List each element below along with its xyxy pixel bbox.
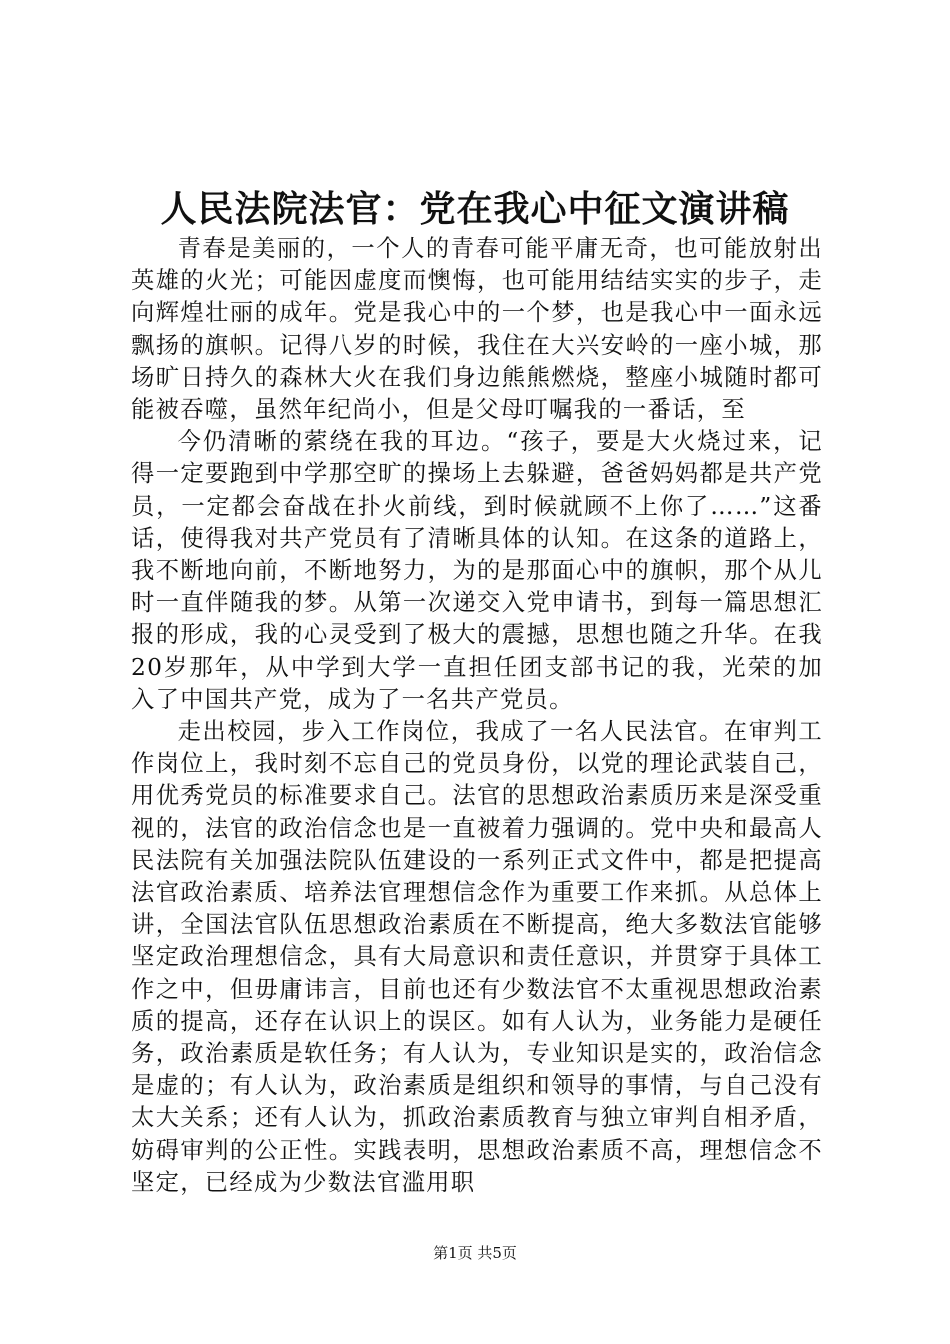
document-title: 人民法院法官：党在我心中征文演讲稿 bbox=[160, 188, 790, 230]
paragraph-1: 青春是美丽的，一个人的青春可能平庸无奇，也可能放射出英雄的火光；可能因虚度而懊悔，也可能用结结实实的步子，走向辉煌壮丽的成年。党是我心中的一个梦，也是我心中一面永远飘扬的旗帜。记得八岁的时候，我住在大兴安岭的一座小城，那场旷日持久的森林大火在我们身边熊熊燃烧，整座小城随时都可能被吞噬，虽然年纪尚小，但是父母叮嘱我的一番话，至 bbox=[131, 235, 823, 424]
paragraph-3: 走出校园，步入工作岗位，我成了一名人民法官。在审判工作岗位上，我时刻不忘自己的党员身份，以党的理论武装自己，用优秀党员的标准要求自己。法官的思想政治素质历来是深受重视的，法官的政治信念也是一直被着力强调的。党中央和最高人民法院有关加强法院队伍建设的一系列正式文件中，都是把提高法官政治素质、培养法官理想信念作为重要工作来抓。从总体上讲，全国法官队伍思想政治素质在不断提高，绝大多数法官能够坚定政治理想信念，具有大局意识和责任意识，并贯穿于具体工作之中，但毋庸讳言，目前也还有少数法官不太重视思想政治素质的提高，还存在认识上的误区。如有人认为，业务能力是硬任务，政治素质是软任务；有人认为，专业知识是实的，政治信念是虚的；有人认为，政治素质是组织和领导的事情，与自己没有太大关系；还有人认为，抓政治素质教育与独立审判自相矛盾，妨碍审判的公正性。实践表明，思想政治素质不高，理想信念不坚定，已经成为少数法官滥用职 bbox=[131, 718, 823, 1196]
page-number-footer: 第1页 共5页 bbox=[433, 1244, 517, 1262]
paragraph-2: 今仍清晰的萦绕在我的耳边。“孩子，要是大火烧过来，记得一定要跑到中学那空旷的操场上去躲避，爸爸妈妈都是共产党员，一定都会奋战在扑火前线，到时候就顾不上你了……”这番话，使得我对共产党员有了清晰具体的认知。在这条的道路上，我不断地向前，不断地努力，为的是那面心中的旗帜，那个从儿时一直伴随我的梦。从第一次递交入党申请书，到每一篇思想汇报的形成，我的心灵受到了极大的震撼，思想也随之升华。在我20岁那年，从中学到大学一直担任团支部书记的我，光荣的加入了中国共产党，成为了一名共产党员。 bbox=[131, 428, 823, 713]
document-body bbox=[131, 233, 823, 1199]
